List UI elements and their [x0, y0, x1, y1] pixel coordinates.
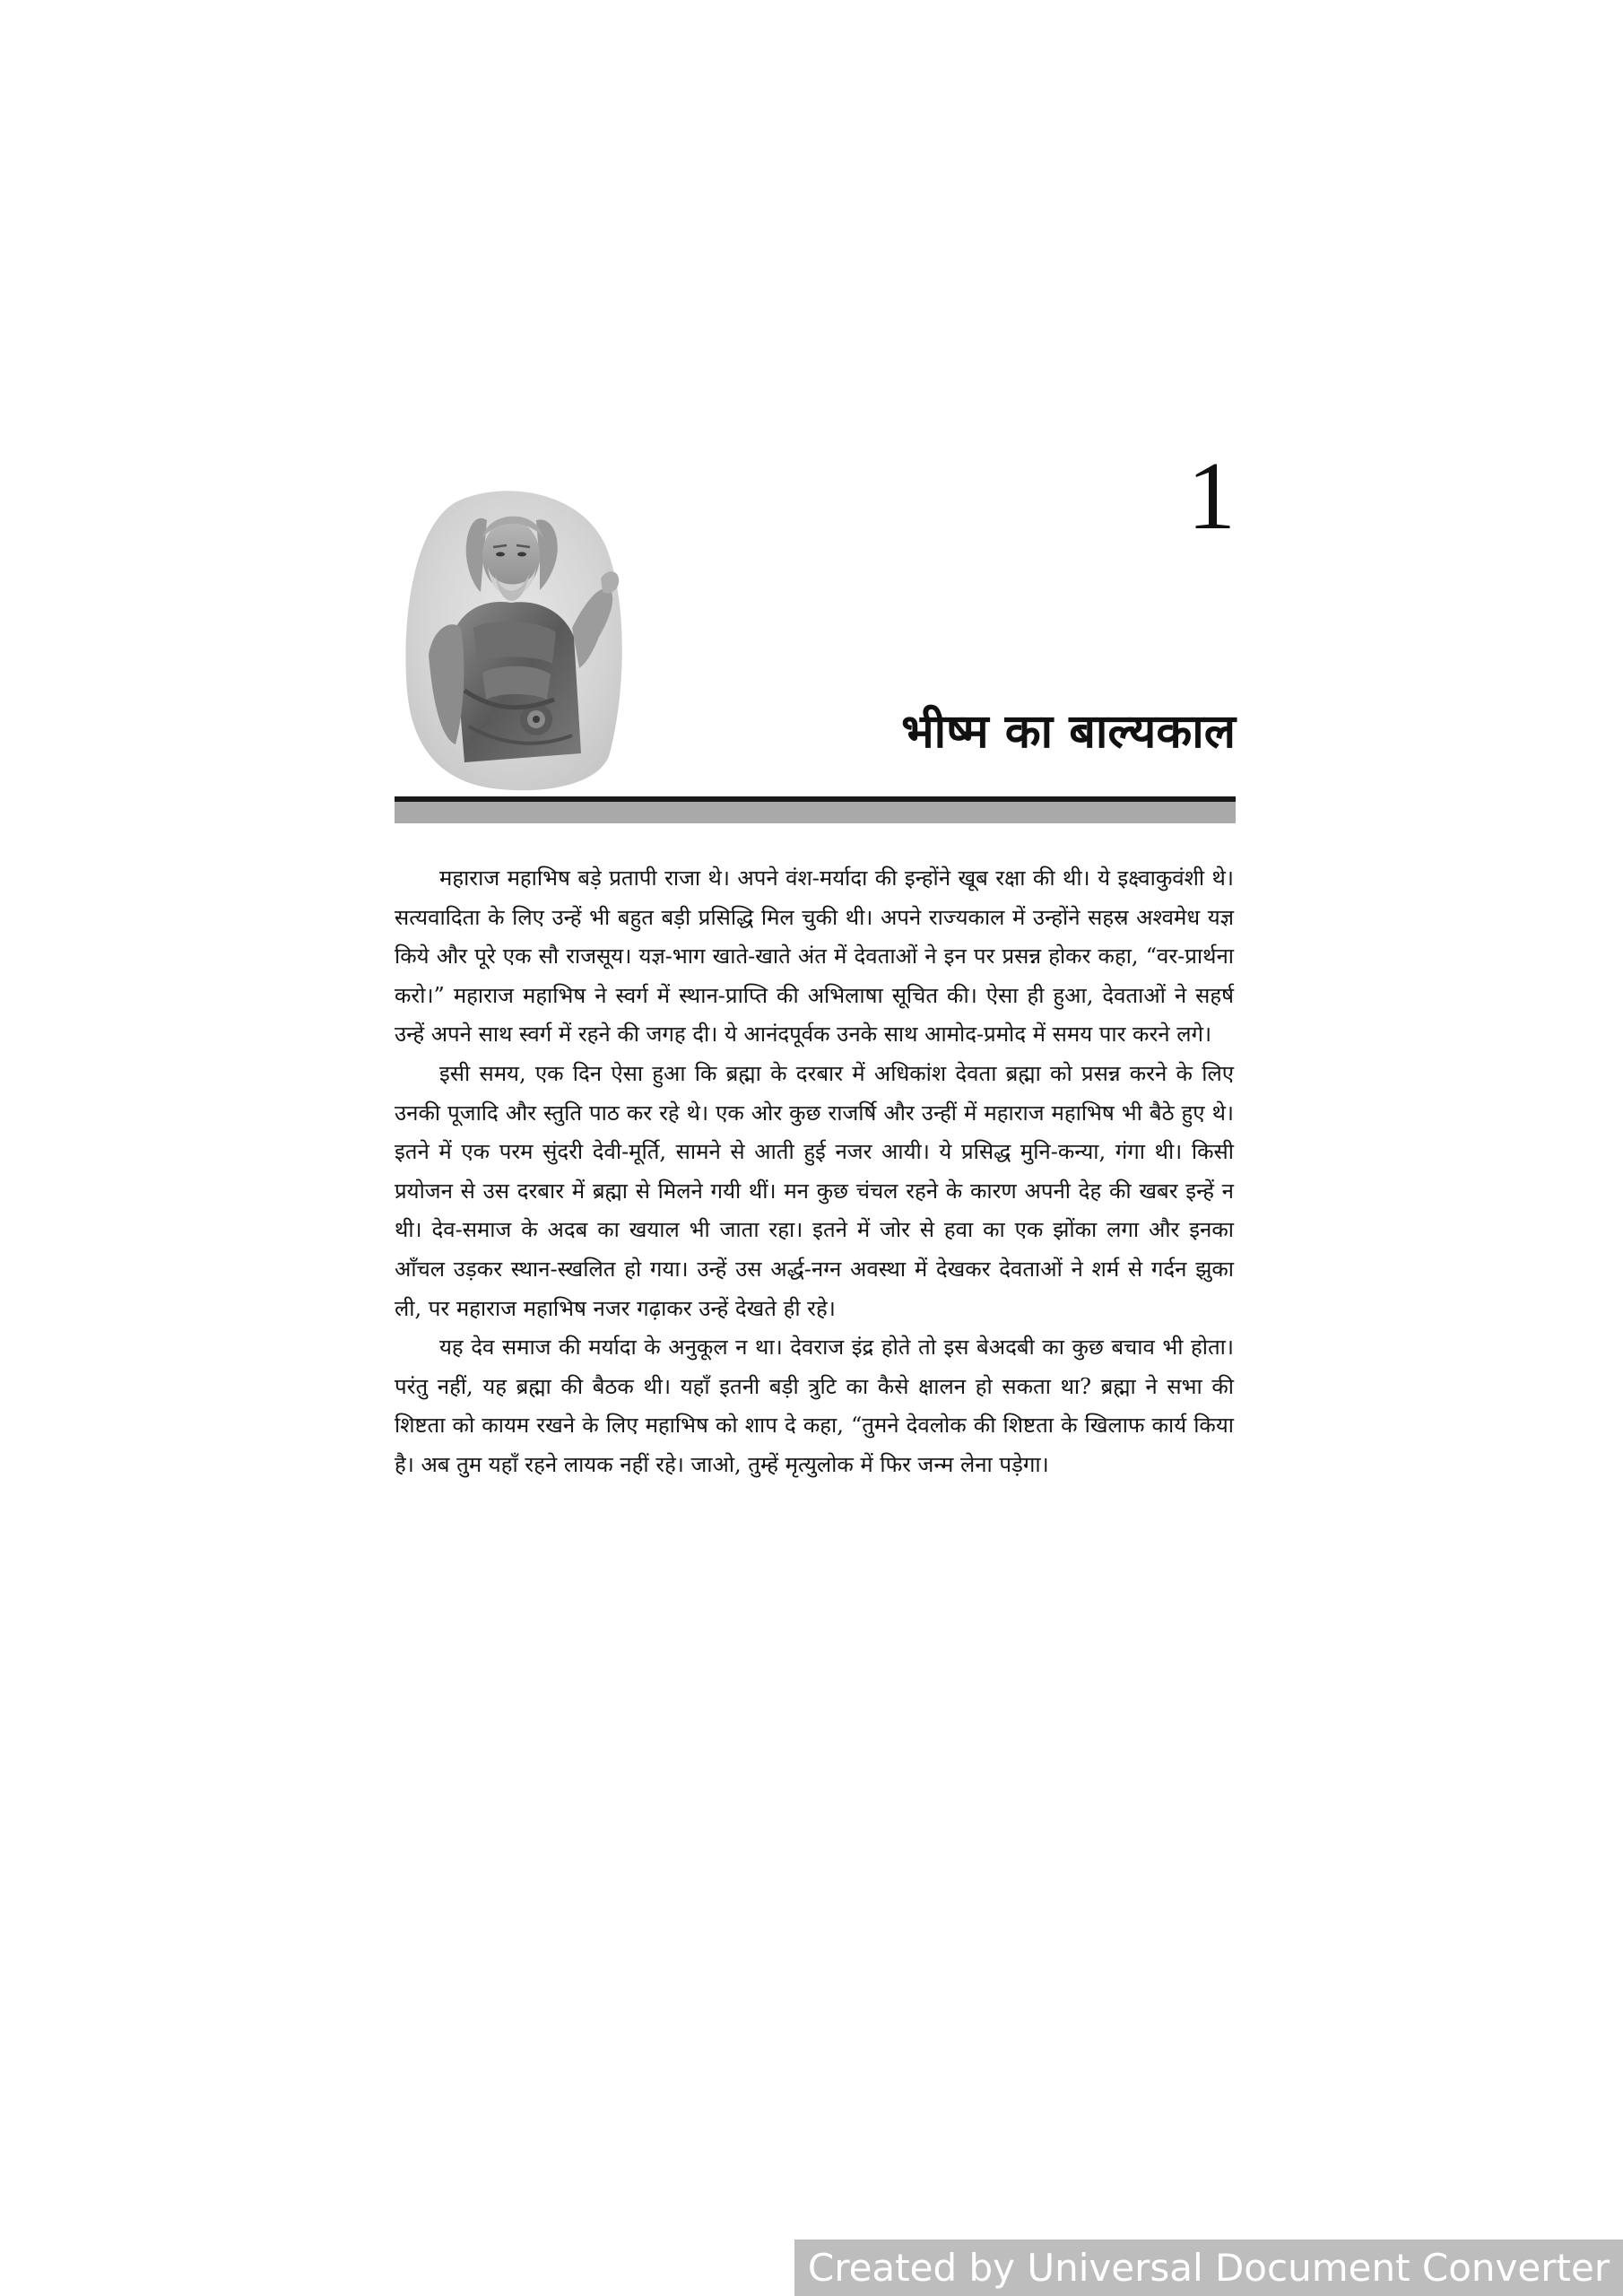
paragraph-3: यह देव समाज की मर्यादा के अनुकूल न था। देवराज इंद्र होते तो इस बेअदबी का कुछ बचाव भी होता। परंतु नहीं, यह ब्रह्मा की बैठक थी। यहाँ इतनी बड़ी त्रुटि का कैसे क्षालन हो सकता था? ब्रह्मा ने सभा की शिष्टता को कायम रखने के लिए महाभिष को शाप दे कहा, “तुमने देवलोक की शिष्टता के खिलाफ कार्य किया है। अब तुम यहाँ रहने लायक नहीं रहे। जाओ, तुम्हें मृत्युलोक में फिर जन्म लेना पड़ेगा।: [395, 1335, 1234, 1477]
title-divider-bar: [395, 796, 1236, 825]
chapter-body: [395, 859, 1234, 1485]
converter-watermark: Created by Universal Document Converter: [794, 2239, 1623, 2296]
chapter-title: भीष्म का बाल्यकाल: [901, 705, 1236, 759]
paragraph-2: इसी समय, एक दिन ऐसा हुआ कि ब्रह्मा के दरबार में अधिकांश देवता ब्रह्मा को प्रसन्न करने के लिए उनकी पूजादि और स्तुति पाठ कर रहे थे। एक ओर कुछ राजर्षि और उन्हीं में महाराज महाभिष भी बैठे हुए थे। इतने में एक परम सुंदरी देवी-मूर्ति, सामने से आती हुई नजर आयी। ये प्रसिद्ध मुनि-कन्या, गंगा थी। किसी प्रयोजन से उस दरबार में ब्रह्मा से मिलने गयी थीं। मन कुछ चंचल रहने के कारण अपनी देह की खबर इन्हें न थी। देव-समाज के अदब का खयाल भी जाता रहा। इतने में जोर से हवा का एक झोंका लगा और इनका आँचल उड़कर स्थान-स्खलित हो गया। उन्हें उस अर्द्ध-नग्न अवस्था में देखकर देवताओं ने शर्म से गर्दन झुका ली, पर महाराज महाभिष नजर गढ़ाकर उन्हें देखते ही रहे।: [395, 1060, 1234, 1321]
chapter-number: 1: [1187, 443, 1236, 550]
paragraph-1: महाराज महाभिष बड़े प्रतापी राजा थे। अपने वंश-मर्यादा की इन्होंने खूब रक्षा की थी। ये इक्ष्वाकुवंशी थे। सत्यवादिता के लिए उन्हें भी बहुत बड़ी प्रसिद्धि मिल चुकी थी। अपने राज्यकाल में उन्होंने सहस्र अश्वमेध यज्ञ किये और पूरे एक सौ राजसूय। यज्ञ-भाग खाते-खाते अंत में देवताओं ने इन पर प्रसन्न होकर कहा, “वर-प्रार्थना करो।” महाराज महाभिष ने स्वर्ग में स्थान-प्राप्ति की अभिलाषा सूचित की। ऐसा ही हुआ, देवताओं ने सहर्ष उन्हें अपने साथ स्वर्ग में रहने की जगह दी। ये आनंदपूर्वक उनके साथ आमोद-प्रमोद में समय पार करने लगे।: [395, 865, 1234, 1048]
title-divider-band: [395, 802, 1236, 823]
bhishma-portrait-illustration: [402, 484, 628, 794]
